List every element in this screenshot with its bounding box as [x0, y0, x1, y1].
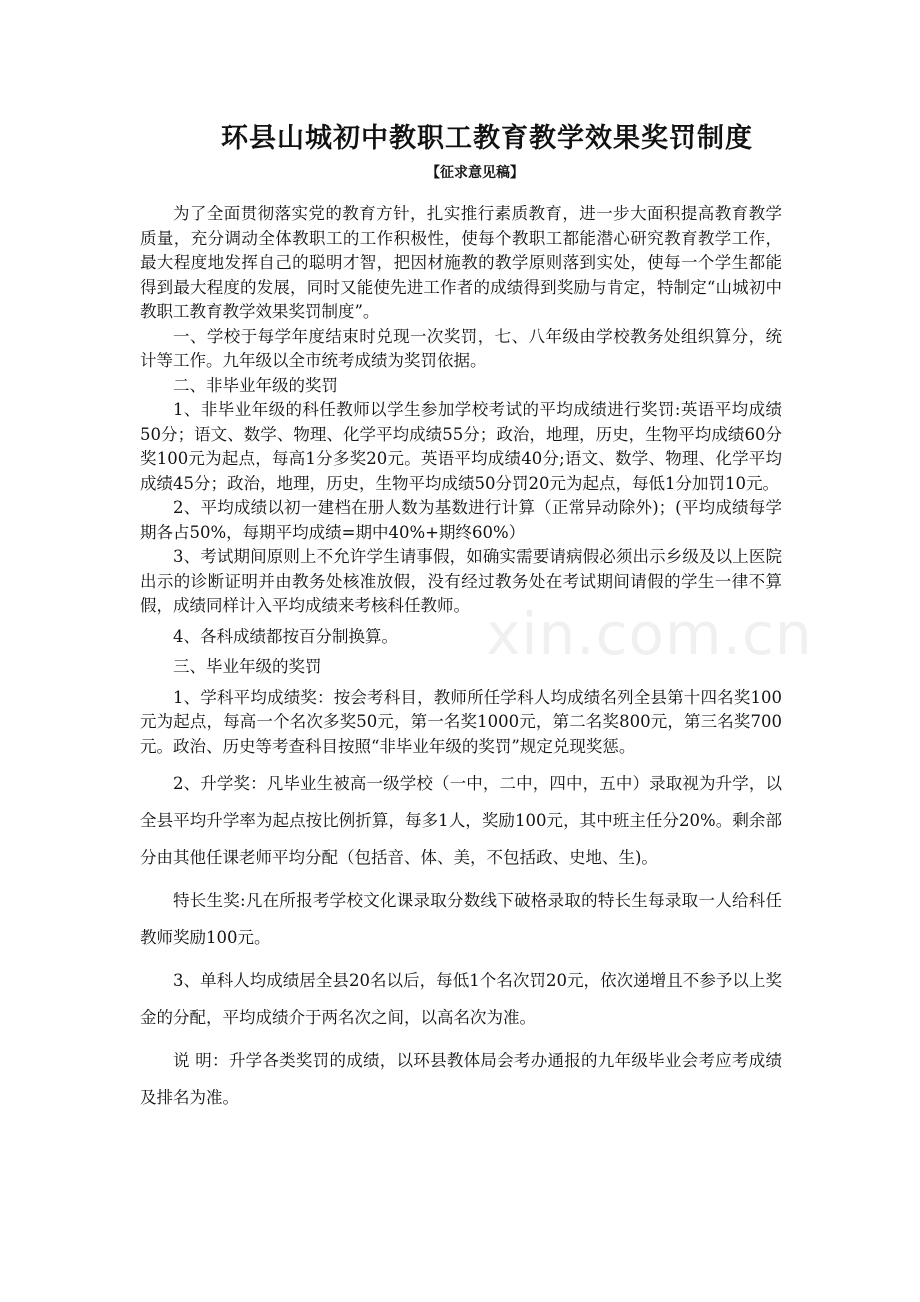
section-three-item-3: 3、单科人均成绩居全县20名以后，每低1个名次罚20元，依次递增且不参予以上奖金的分配，平均成绩介于两名次之间，以高名次为准。: [140, 971, 782, 1027]
document-subtitle: 【征求意见稿】: [426, 165, 524, 181]
section-two-item-2: 2、平均成绩以初一建档在册人数为基数进行计算（正常异动除外)；(平均成绩每学期各占50%，每期平均成绩=期中40%+期终60%）: [140, 498, 782, 542]
section-three-item-2: 2、升学奖：凡毕业生被高一级学校（一中，二中，四中，五中）录取视为升学，以全县平均升学率为起点按比例折算，每多1人，奖励100元，其中班主任分20%。剩余部分由其他任课老师平均分配（包括音、体、美，不包括政、史地、生)。: [140, 774, 782, 867]
explanation-paragraph: 说 明：升学各类奖罚的成绩，以环县教体局会考办通报的九年级毕业会考应考成绩及排名为准。: [140, 1051, 782, 1107]
section-one-paragraph: 一、学校于每学年度结束时兑现一次奖罚，七、八年级由学校教务处组织算分，统计等工作。九年级以全市统考成绩为奖罚依据。: [140, 326, 782, 370]
section-two-item-1: 1、非毕业年级的科任教师以学生参加学校考试的平均成绩进行奖罚:英语平均成绩50分；语文、数学、物理、化学平均成绩55分；政治，地理，历史，生物平均成绩60分奖100元为起点，每高1分多奖20元。英语平均成绩40分;语文、数学、物理、化学平均成绩45分；政治，地理，历史，生物平均成绩50分罚20元为起点，每低1分加罚10元。: [140, 400, 782, 493]
section-three-heading: 三、毕业年级的奖罚: [173, 657, 322, 676]
intro-paragraph: 为了全面贯彻落实党的教育方针，扎实推行素质教育，进一步大面积提高教育教学质量，充分调动全体教职工的工作积极性，使每个教职工都能潜心研究教育教学工作，最大程度地发挥自己的聪明才智，把因材施教的教学原则落到实处，使每一个学生都能得到最大程度的发展，同时又能使先进工作者的成绩得到奖励与肯定，特制定“山城初中教职工教育教学效果奖罚制度”。: [140, 204, 782, 321]
specialty-student-paragraph: 特长生奖:凡在所报考学校文化课录取分数线下破格录取的特长生每录取一人给科任教师奖励100元。: [140, 891, 782, 947]
section-two-heading: 二、非毕业年级的奖罚: [173, 375, 338, 395]
watermark-text: xin.com.cn: [486, 600, 813, 668]
section-three-item-1: 1、学科平均成绩奖：按会考科目，教师所任学科人均成绩名列全县第十四名奖100元为起点，每高一个名次多奖50元，第一名奖1000元，第二名奖800元，第三名奖700元。政治、历史等考查科目按照“非毕业年级的奖罚”规定兑现奖惩。: [140, 687, 782, 756]
section-two-item-4: 4、各科成绩都按百分制换算。: [173, 626, 398, 646]
document-title: 环县山城初中教职工教育教学效果奖罚制度: [221, 123, 753, 154]
section-two-item-3: 3、考试期间原则上不允许学生请事假，如确实需要请病假必须出示乡级及以上医院出示的诊断证明并由教务处核准放假，没有经过教务处在考试期间请假的学生一律不算假，成绩同样计入平均成绩来考核科任教师。: [140, 547, 782, 615]
